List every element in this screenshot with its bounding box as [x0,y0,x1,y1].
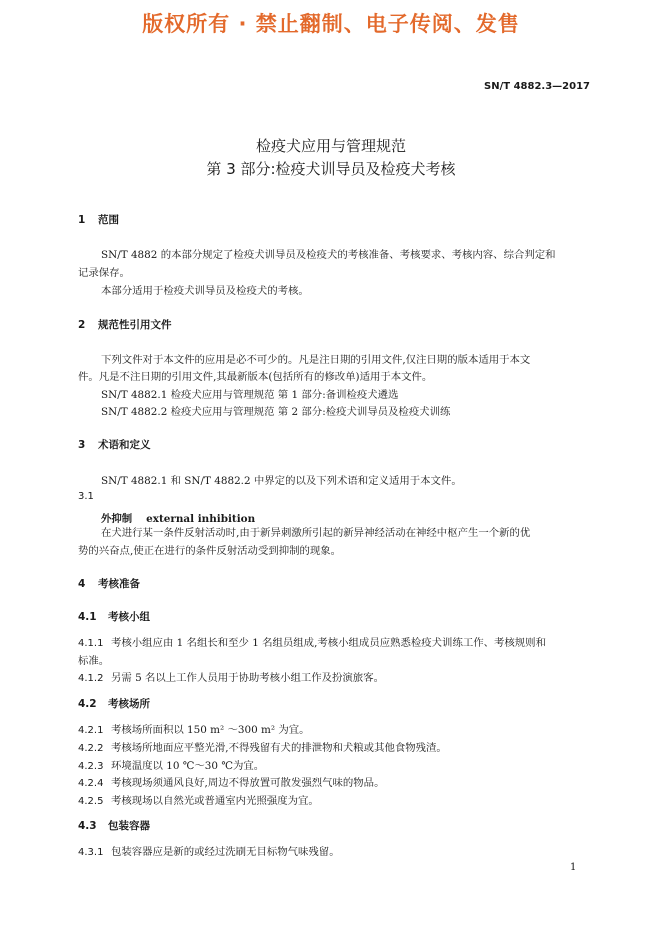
paragraph: SN/T 4882 的本部分规定了检疫犬训导员及检疫犬的考核准备、考核要求、考核内容、综合判定和 [101,249,556,261]
section-title: 规范性引用文件 [98,319,172,331]
standard-code: SN/T 4882.3—2017 [484,81,590,92]
paragraph: 本部分适用于检疫犬训导员及检疫犬的考核。 [101,285,309,297]
term-english: external inhibition [146,513,256,525]
section-number: 4 [78,578,86,590]
term-number: 3.1 [78,491,94,502]
subsection-title: 考核场所 [108,698,150,710]
doc-title: 检疫犬应用与管理规范 [255,137,406,155]
paragraph: SN/T 4882.1 和 SN/T 4882.2 中界定的以及下列术语和定义适用于本文件。 [101,475,462,487]
section-number: 2 [78,319,86,331]
section-2-heading [78,317,172,332]
clause-4-1-2: 4.1.2 另需 5 名以上工作人员用于协助考核小组工作及扮演旅客。 [78,672,384,684]
section-number: 3 [78,439,86,451]
subsection-number: 4.1 [78,611,97,623]
term-chinese: 外抑制 [101,513,133,525]
paragraph: 下列文件对于本文件的应用是必不可少的。凡是注日期的引用文件,仅注日期的版本适用于本文 [101,354,531,366]
subsection-title: 包装容器 [108,820,150,832]
paragraph-continued: 件。凡是不注日期的引用文件,其最新版本(包括所有的修改单)适用于本文件。 [78,371,433,383]
clause-4-1-1: 4.1.1 考核小组应由 1 名组长和至少 1 名组员组成,考核小组成员应熟悉检疫犬训练工作、考核规则和 [78,637,546,649]
doc-subtitle: 第 3 部分:检疫犬训导员及检疫犬考核 [206,160,456,178]
clause-4-2-3: 4.2.3 环境温度以 10 ℃～30 ℃为宜。 [78,760,265,772]
section-3-heading [78,437,151,452]
page-number: 1 [570,862,577,873]
clause-4-2-4: 4.2.4 考核现场须通风良好,周边不得放置可散发强烈气味的物品。 [78,777,385,789]
term-definition: 在犬进行某一条件反射活动时,由于新异刺激所引起的新异神经活动在神经中枢产生一个新的优 [101,527,531,539]
subsection-title: 考核小组 [108,611,150,623]
section-title: 范围 [98,214,119,226]
normative-reference: SN/T 4882.1 检疫犬应用与管理规范 第 1 部分:备训检疫犬遴选 [101,389,399,401]
clause-4-2-5: 4.2.5 考核现场以自然光或普通室内光照强度为宜。 [78,795,319,807]
clause-4-3-1: 4.3.1 包装容器应是新的或经过洗刷无目标物气味残留。 [78,846,340,858]
clause-continued: 标准。 [78,655,110,667]
copyright-watermark: 版权所有 · 禁止翻制、电子传阅、发售 [142,12,520,36]
subsection-4-1-heading [78,609,150,624]
subsection-4-2-heading [78,696,150,711]
normative-reference: SN/T 4882.2 检疫犬应用与管理规范 第 2 部分:检疫犬训导员及检疫犬训练 [101,406,451,418]
section-number: 1 [78,214,86,226]
clause-4-2-1: 4.2.1 考核场所面积以 150 m² ～300 m² 为宜。 [78,724,310,736]
section-title: 术语和定义 [98,439,151,451]
clause-4-2-2: 4.2.2 考核场所地面应平整光滑,不得残留有犬的排泄物和犬粮或其他食物残渣。 [78,742,447,754]
paragraph-continued: 记录保存。 [78,267,130,279]
subsection-number: 4.3 [78,820,97,832]
section-1-heading [78,212,119,227]
section-title: 考核准备 [98,578,140,590]
subsection-4-3-heading [78,818,150,833]
subsection-number: 4.2 [78,698,97,710]
section-4-heading [78,576,140,591]
term-definition-continued: 势的兴奋点,使正在进行的条件反射活动受到抑制的现象。 [78,545,342,557]
